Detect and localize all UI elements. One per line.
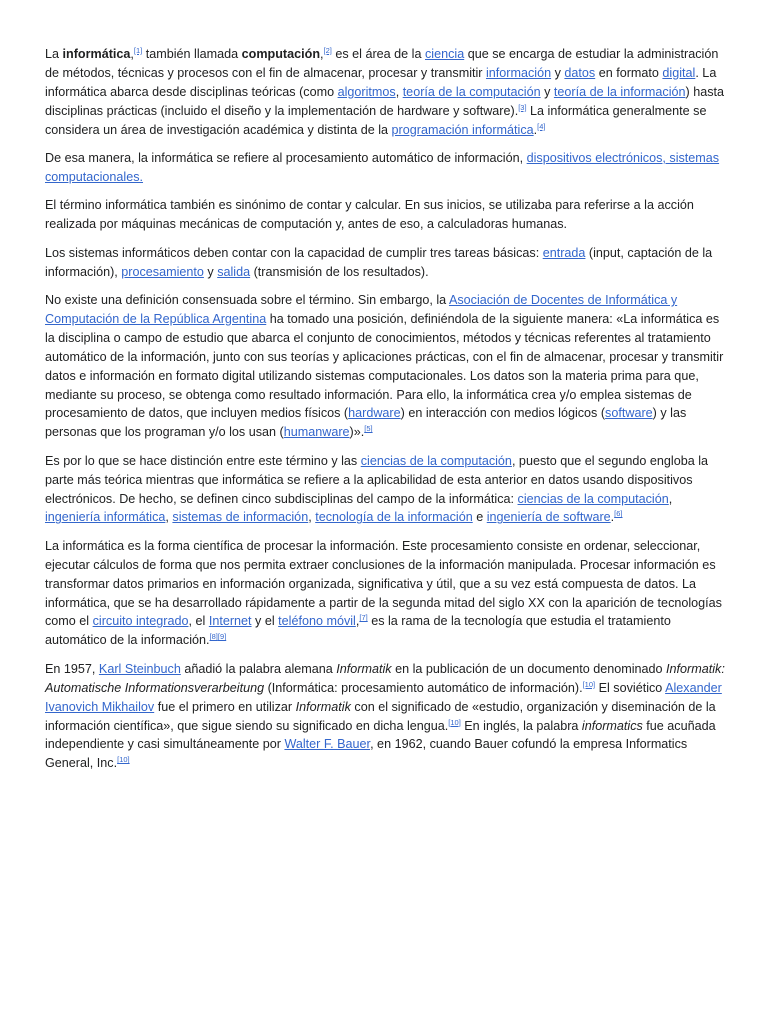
- text-run: El término informática también es sinónimo de contar y calcular. En sus inicios, se utilizaba para referirse a la acción realizada por máquinas mecánicas de computación y, antes de eso, a calculadoras humanas.: [45, 198, 694, 232]
- text-run: La informática generalmente se considera un área de investigación académica y distinta de la: [45, 103, 707, 137]
- text-run: El soviético: [595, 680, 666, 695]
- text-run: , el: [188, 614, 209, 629]
- text-run: ,: [355, 614, 360, 629]
- citation-link[interactable]: [9]: [217, 632, 227, 642]
- paragraph: [45, 537, 725, 650]
- text-run: ,: [165, 510, 173, 525]
- citation-link[interactable]: [8]: [209, 632, 218, 642]
- italic-term: Informatik: [336, 661, 392, 676]
- text-run: ) y las personas que los programan y/o los usan (: [45, 406, 687, 440]
- text-run: De esa manera, la informática se refiere al procesamiento automático de información,: [45, 151, 527, 166]
- text-run: En inglés, la palabra: [460, 718, 582, 733]
- text-run: , en 1962, cuando Bauer cofundó la empresa Informatics General, Inc.: [45, 737, 688, 771]
- inline-link[interactable]: Internet: [208, 614, 252, 629]
- inline-link[interactable]: ciencias de la computación: [517, 491, 669, 506]
- citation-link[interactable]: [10]: [117, 755, 130, 765]
- citation-link[interactable]: [10]: [582, 679, 596, 689]
- text-run: y el: [251, 614, 279, 629]
- text-run: La: [45, 47, 63, 61]
- text-run: , puesto que el segundo engloba la parte más teórica mientras que informática se refiere a la aplicabilidad de esta anterior en datos usando dispositivos electrónicos. De hecho, se definen cinco subdisciplinas del campo de la informática:: [45, 453, 709, 506]
- citation-link[interactable]: [1]: [133, 46, 143, 55]
- citation-link[interactable]: [2]: [323, 46, 332, 55]
- citation-link[interactable]: [10]: [448, 717, 461, 727]
- citation-ref: [448, 718, 461, 727]
- inline-link[interactable]: Asociación de Docentes de Informática y Computación de la República Argentina: [45, 292, 678, 326]
- text-run: es el área de la: [331, 47, 425, 61]
- article-body: [45, 45, 725, 783]
- inline-link[interactable]: entrada: [542, 245, 586, 260]
- inline-link[interactable]: ciencia: [425, 47, 465, 61]
- text-run: Es por lo que se hace distinción entre este término y las: [45, 453, 361, 468]
- text-run: ,: [668, 491, 673, 506]
- inline-link[interactable]: teléfono móvil: [278, 614, 356, 629]
- text-run: (Informática: procesamiento automático de información).: [264, 680, 583, 695]
- bold-term: computación: [241, 47, 321, 61]
- text-run: No existe una definición consensuada sobre el término. Sin embargo, la: [45, 292, 449, 307]
- citation-ref: [364, 424, 372, 433]
- paragraph: [45, 660, 725, 773]
- paragraph: [45, 45, 725, 140]
- citation-link[interactable]: [6]: [614, 509, 623, 519]
- italic-term: informatics: [581, 718, 643, 733]
- inline-link[interactable]: salida: [217, 264, 251, 279]
- text-run: ,: [130, 47, 134, 61]
- text-run: (input, captación de la información),: [45, 245, 713, 279]
- text-run: y: [203, 264, 218, 279]
- paragraph: [45, 149, 725, 187]
- citation-link[interactable]: [3]: [518, 102, 527, 112]
- inline-link[interactable]: Walter F. Bauer: [284, 737, 371, 752]
- inline-link[interactable]: software: [605, 406, 653, 421]
- text-run: .: [533, 122, 538, 137]
- text-run: que se encarga de estudiar la administración de métodos, técnicas y procesos con el fin de almacenar, procesar y transmitir: [45, 47, 719, 80]
- citation-ref: [537, 122, 545, 131]
- text-run: ,: [320, 47, 324, 61]
- text-run: ) hasta disciplinas prácticas (incluido el diseño y la implementación de hardware y software).: [45, 84, 725, 118]
- italic-term: Informatik: [295, 699, 351, 714]
- citation-link[interactable]: [7]: [359, 613, 368, 623]
- text-run: Los sistemas informáticos deben contar con la capacidad de cumplir tres tareas básicas:: [45, 245, 543, 260]
- text-run: .: [610, 510, 615, 525]
- text-run: fue acuñada independiente y casi simultáneamente por: [45, 718, 716, 752]
- text-run: en formato: [595, 65, 663, 80]
- inline-link[interactable]: datos: [564, 65, 596, 80]
- citation-ref: [614, 509, 622, 518]
- text-run: ) en interacción con medios lógicos (: [400, 406, 606, 421]
- inline-link[interactable]: Alexander Ivanovich Mikhailov: [45, 680, 722, 714]
- text-run: )».: [349, 425, 365, 440]
- paragraph: [45, 291, 725, 442]
- text-run: también llamada: [142, 47, 242, 61]
- inline-link[interactable]: ingeniería de software: [486, 510, 611, 525]
- text-run: En 1957,: [45, 661, 99, 676]
- inline-link[interactable]: digital: [662, 65, 696, 80]
- text-run: con el significado de «estudio, organización y diseminación de la información científica», que sigue siendo su significado en dicha lengua.: [45, 699, 716, 733]
- paragraph: [45, 452, 725, 528]
- text-run: y: [551, 65, 565, 80]
- inline-link[interactable]: algoritmos: [337, 84, 396, 99]
- citation-ref: [117, 755, 130, 764]
- inline-link[interactable]: procesamiento: [121, 264, 204, 279]
- text-run: en la publicación de un documento denominado: [391, 661, 667, 676]
- inline-link[interactable]: hardware: [348, 406, 401, 421]
- text-run: e: [472, 510, 487, 525]
- citation-link[interactable]: [5]: [364, 424, 373, 434]
- inline-link[interactable]: humanware: [283, 425, 350, 440]
- bold-term: informática: [62, 47, 131, 61]
- inline-link[interactable]: circuito integrado: [92, 614, 189, 629]
- inline-link[interactable]: ciencias de la computación: [360, 453, 512, 468]
- inline-link[interactable]: teoría de la información: [553, 84, 686, 99]
- text-run: es la rama de la tecnología que estudia el tratamiento automático de la información.: [45, 614, 671, 648]
- inline-link[interactable]: sistemas de información: [172, 510, 309, 525]
- inline-link[interactable]: información: [485, 65, 552, 80]
- text-run: añadió la palabra alemana: [180, 661, 337, 676]
- citation-ref: [134, 46, 142, 55]
- citation-ref: [218, 632, 226, 641]
- citation-ref: [583, 680, 596, 689]
- text-run: fue el primero en utilizar: [154, 699, 296, 714]
- text-run: y: [540, 84, 554, 99]
- paragraph: [45, 196, 725, 234]
- inline-link[interactable]: tecnología de la información: [315, 510, 473, 525]
- italic-term: Informatik: Automatische Informationsverarbeitung: [45, 661, 725, 695]
- text-run: (transmisión de los resultados).: [250, 264, 429, 279]
- citation-ref: [359, 613, 367, 622]
- text-run: La informática es la forma científica de procesar la información. Este procesamiento consiste en ordenar, seleccionar, ejecutar cálculos de forma que nos permita extraer conclusiones de la información manipulada. Procesar información es transformar datos primarios en información organizada, significativa y útil, que a su vez está compuesta de datos. La informática, que se ha desarrollado rápidamente a partir de la segunda mitad del siglo XX con la aparición de tecnologías como el: [45, 538, 722, 629]
- citation-ref: [210, 632, 218, 641]
- text-run: ,: [308, 510, 316, 525]
- inline-link[interactable]: programación informática: [391, 122, 534, 137]
- inline-link[interactable]: ingeniería informática: [45, 510, 166, 525]
- citation-ref: [324, 46, 332, 55]
- citation-link[interactable]: [4]: [537, 121, 546, 131]
- inline-link[interactable]: dispositivos electrónicos, sistemas computacionales.: [45, 151, 720, 184]
- text-run: ,: [395, 84, 403, 99]
- inline-link[interactable]: teoría de la computación: [402, 84, 541, 99]
- paragraph: [45, 244, 725, 282]
- text-run: . La informática abarca desde disciplinas teóricas (como: [45, 65, 717, 99]
- text-run: ha tomado una posición, definiéndola de la siguiente manera: «La informática es la disciplina o campo de estudio que abarca el conjunto de conocimientos, métodos y técnicas referentes al tratamiento automático de la información, junto con sus teorías y aplicaciones prácticas, con el fin de almacenar, procesar y transmitir datos e información en formato digital utilizando sistemas computacionales. Los datos son la materia prima para que, mediante su proceso, se obtenga como resultado información. Para ello, la informática crea y/o emplea sistemas de procesamiento de datos, que incluyen medios físicos (: [45, 311, 724, 421]
- inline-link[interactable]: Karl Steinbuch: [98, 661, 181, 676]
- citation-ref: [518, 103, 526, 112]
